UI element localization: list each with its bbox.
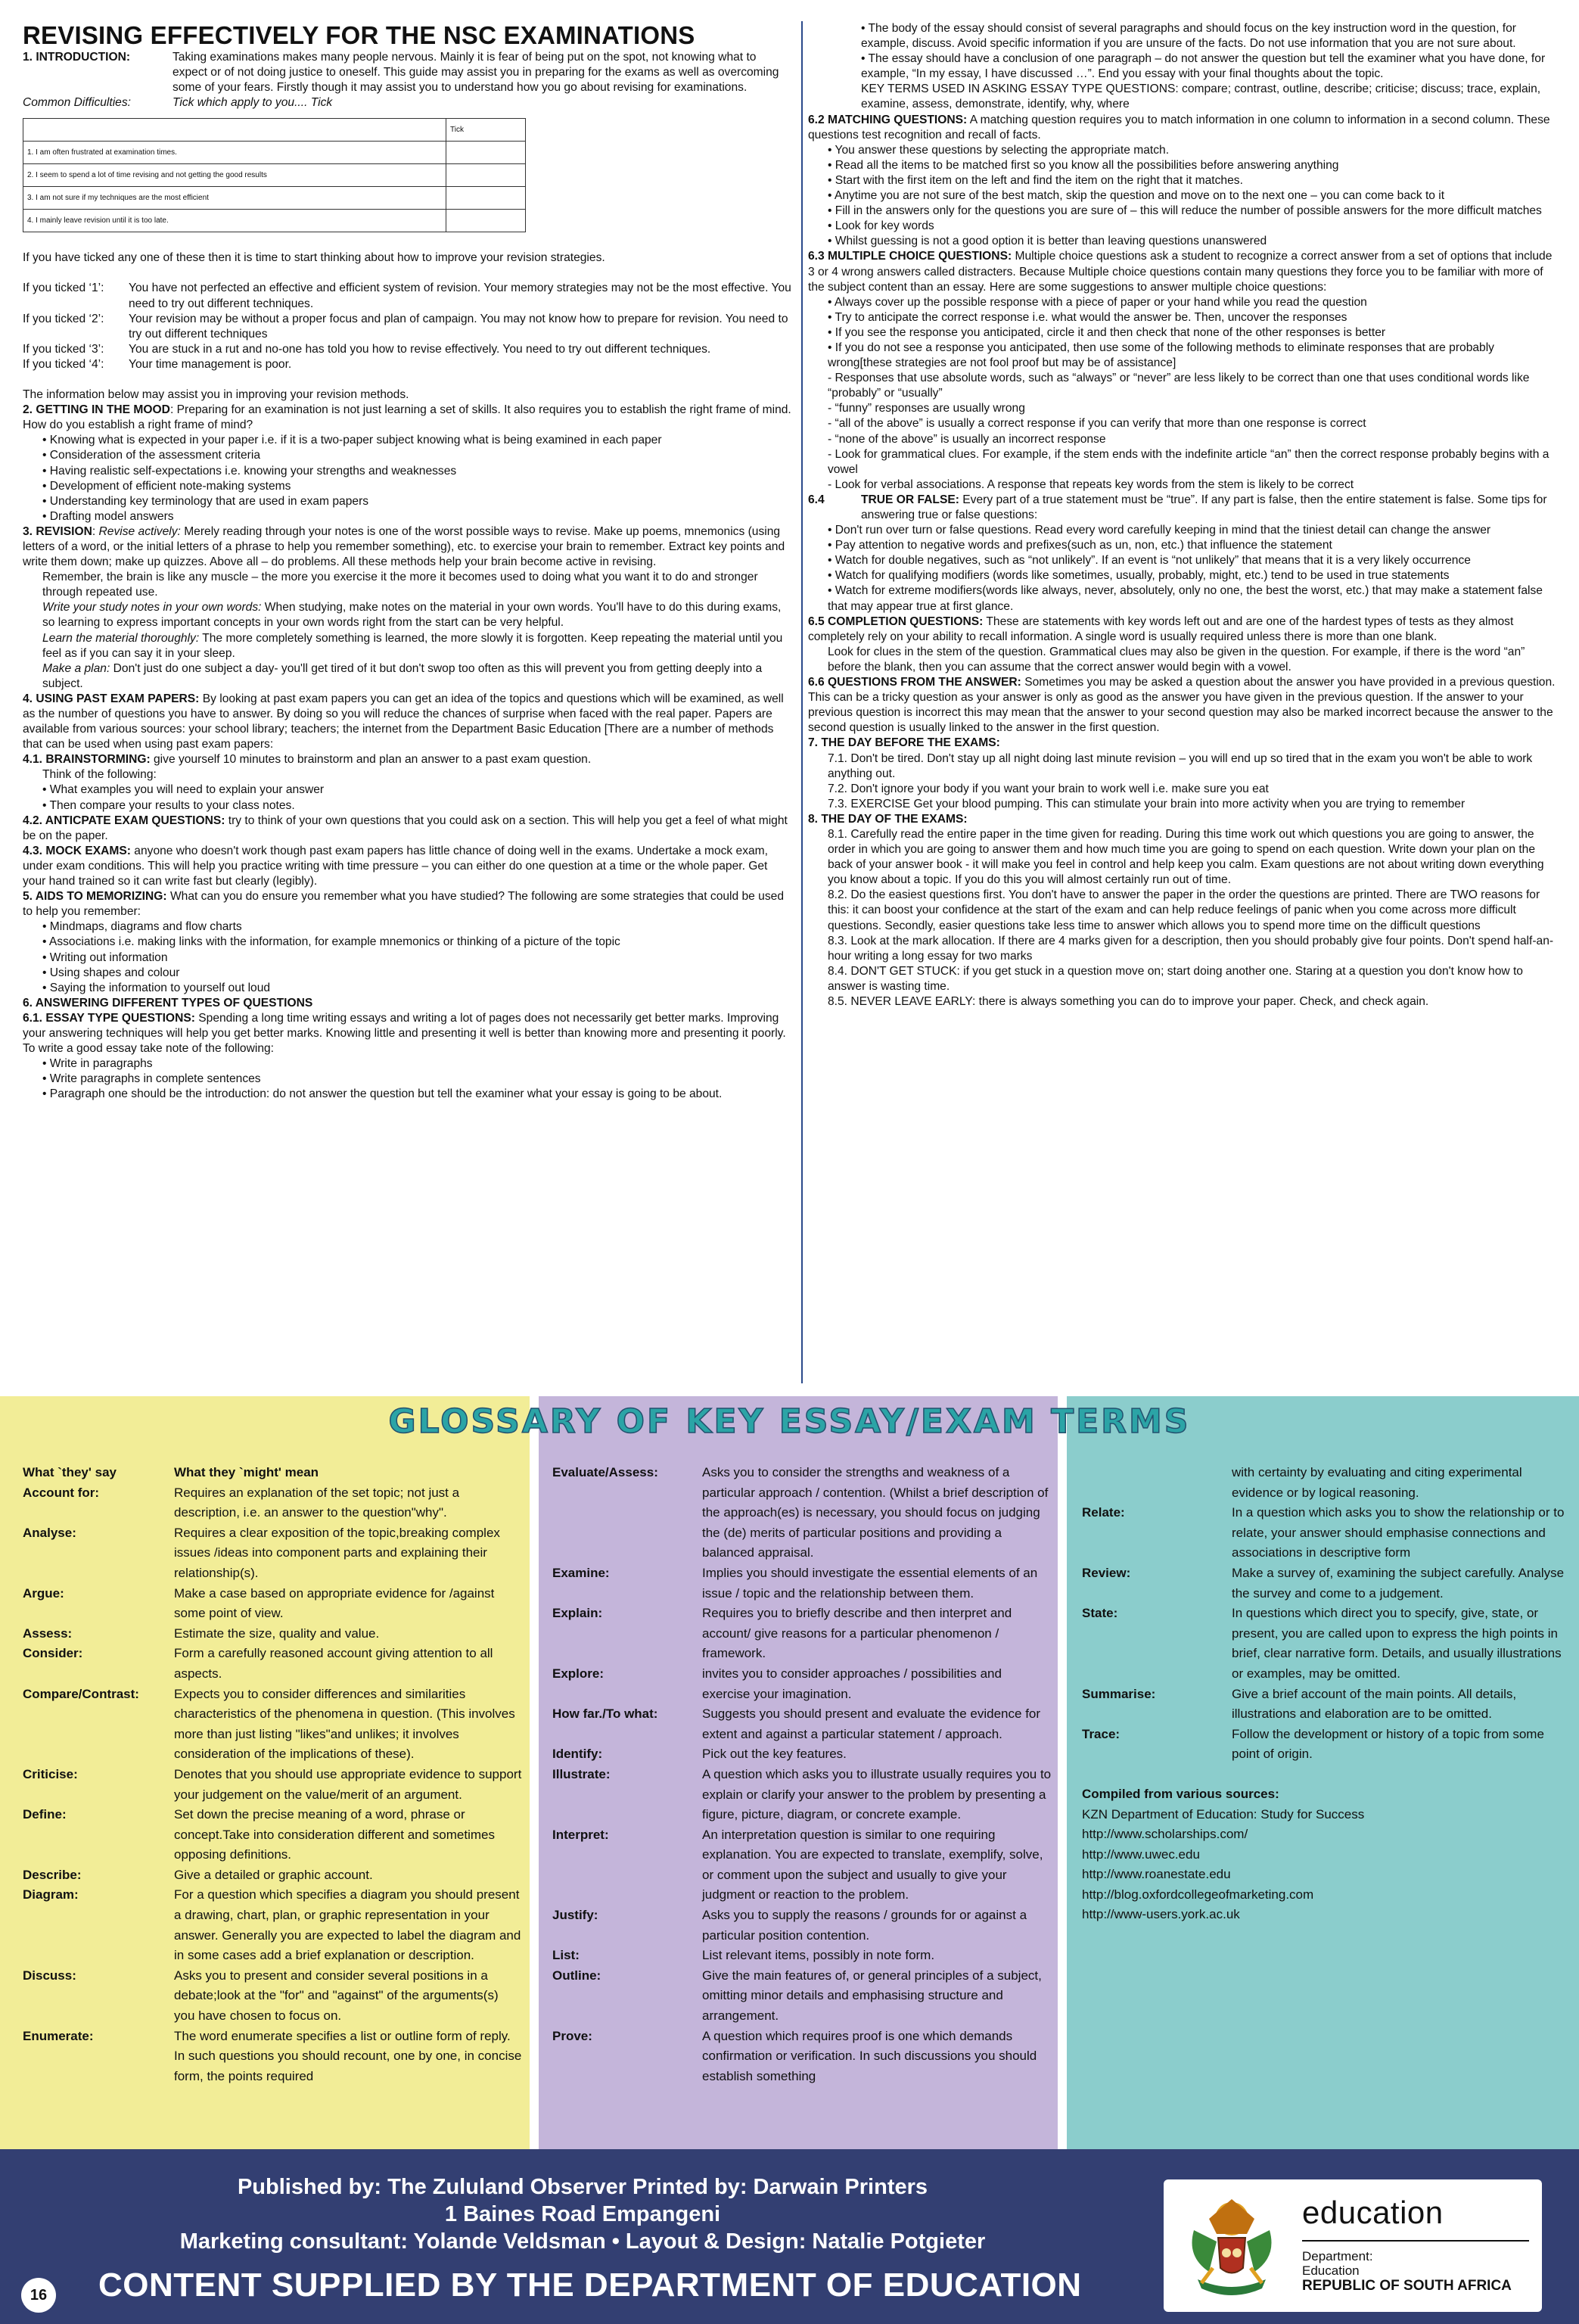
- list-item: • Read all the items to be matched first so you know all the possibilities before answering anything: [828, 158, 1339, 172]
- glossary-term: [552, 1664, 1052, 1704]
- common-difficulties-key: Common Difficulties:: [23, 96, 131, 110]
- section-heading: 2. GETTING IN THE MOOD: [23, 403, 170, 417]
- section-text: : Preparing for an examination is not just learning a set of skills. It also requires you to establish the right frame of mind. How do you establish a right frame of mind?: [23, 403, 791, 432]
- key-terms: KEY TERMS USED IN ASKING ESSAY TYPE QUESTIONS: compare; contrast, outline, describe; criticise; discuss; trace, explain, examine, assess, demonstrate, identify, why, where: [861, 82, 1541, 111]
- term-definition: In questions which direct you to specify, give, state, or present, you are called upon to express the high points in brief, clear narrative form. Details, and usually illustrations or examples, may be omitted.: [1232, 1606, 1562, 1681]
- ticked-key: If you ticked ‘3’:: [23, 342, 104, 356]
- term-name: Summarise:: [1082, 1686, 1156, 1701]
- section-day-of: [808, 812, 1560, 1010]
- section-number: 6.4: [808, 493, 825, 506]
- table-row: [23, 187, 526, 210]
- section-heading: 6.6 QUESTIONS FROM THE ANSWER:: [808, 676, 1021, 689]
- term-name: Examine:: [552, 1565, 610, 1580]
- list-item: 8.4. DON'T GET STUCK: if you get stuck in a question move on; start doing another one. Staring at a question you don't know how to answer is wasting time.: [828, 964, 1523, 993]
- term-definition: Denotes that you should use appropriate evidence to support your judgement on the value/merit of an argument.: [174, 1766, 522, 1802]
- list-item: • Whilst guessing is not a good option it is better than leaving questions unanswered: [828, 235, 1267, 248]
- list-item: • Consideration of the assessment criteria: [42, 449, 261, 462]
- glossary-term: [23, 1483, 522, 1523]
- sources-heading: Compiled from various sources:: [1082, 1786, 1279, 1801]
- section-questions-from-answer: [808, 675, 1560, 736]
- term-name: How far./To what:: [552, 1706, 658, 1722]
- address-line: 1 Baines Road Empangeni: [444, 2202, 721, 2226]
- term-name: Interpret:: [552, 1827, 609, 1842]
- list-item: - “all of the above” is usually a correct response if you can verify that more than one response is correct: [828, 417, 1366, 431]
- list-item: • Pay attention to negative words and prefixes(such as un, non, etc.) that influence the statement: [828, 539, 1332, 552]
- source-link[interactable]: http://www.uwec.edu: [1082, 1846, 1200, 1862]
- list-item: • Having realistic self-expectations i.e. knowing your strengths and weaknesses: [42, 464, 457, 478]
- glossary-term: [23, 1805, 522, 1865]
- term-name: Explore:: [552, 1666, 605, 1681]
- ticked-item: [23, 357, 793, 372]
- difficulty-item: 3. I am not sure if my techniques are the most efficient: [23, 187, 446, 210]
- table-cell: [23, 119, 446, 142]
- glossary-term: [552, 1704, 1052, 1744]
- list-item: • Drafting model answers: [42, 509, 174, 523]
- glossary-term: [23, 1644, 522, 1684]
- list-item: 7.3. EXERCISE Get your blood pumping. This can stimulate your brain into more activity when you are trying to remember: [828, 797, 1466, 810]
- glossary-section: [0, 1396, 1579, 2149]
- term-name: Account for:: [23, 1485, 100, 1500]
- section-heading: 6.2 MATCHING QUESTIONS:: [808, 113, 968, 126]
- section-text: anyone who doesn't work though past exam papers has little chance of doing well in the exams. Undertake a mock exam, under exam conditions. This will help you practice writing with time pressure – you can either do one question at a time or the whole paper. Get your hand trained so it can write fast but clearly (legibly).: [23, 844, 769, 888]
- credits-line: Marketing consultant: Yolande Veldsman • Layout & Design: Natalie Potgieter: [179, 2229, 986, 2254]
- term-definition: Give a brief account of the main points. All details, illustrations and elaboration are to be omitted.: [1232, 1686, 1517, 1722]
- section-matching: [808, 113, 1560, 250]
- section-true-false: [808, 493, 1560, 614]
- term-definition: Asks you to supply the reasons / grounds for or against a particular position contention.: [702, 1908, 1027, 1943]
- list-item: • Watch for extreme modifiers(words like always, never, absolutely, only no one, the best the worst, etc.) that may make a statement false that may appear true at first glance.: [828, 584, 1543, 613]
- glossary-column-3: [1067, 1396, 1579, 2149]
- term-name: Assess:: [23, 1626, 73, 1641]
- list-item: • Mindmaps, diagrams and flow charts: [42, 920, 242, 934]
- section-aids-memorizing: [23, 889, 793, 996]
- ticked-item: [23, 342, 793, 357]
- section-multiple-choice: [808, 249, 1560, 493]
- section-text: Merely reading through your notes is one of the worst possible ways to revise. Make up poems, mnemonics (using letters of a word, or the initial letters of a phrase to help you remember something), etc. to exercise your brain to remember. Extract key points and write them down; make up quizzes. Above all – do problems. All these methods help your brain become active in revising.: [23, 524, 785, 569]
- section-text: The more completely something is learned, the more slowly it is forgotten. Keep repeating the material until you feel as if you can say it in your sleep.: [42, 631, 783, 660]
- term-name: Define:: [23, 1807, 67, 1822]
- source-link[interactable]: http://blog.oxfordcollegeofmarketing.com: [1082, 1887, 1314, 1902]
- tick-box[interactable]: [446, 210, 526, 232]
- section-heading: 4.2. ANTICPATE EXAM QUESTIONS:: [23, 814, 225, 827]
- glossary-term: [552, 1463, 1052, 1563]
- publisher-line: Published by: The Zululand Observer Printed by: Darwain Printers: [237, 2175, 928, 2199]
- ticked-item: [23, 312, 793, 342]
- logo-divider: [1302, 2240, 1529, 2242]
- section-revision: 3. REVISION: Revise actively: Merely reading through your notes is one of the worst possible ways to revise. Make up poems, mnemonics (using letters of a word, or the initial letters of a phrase to help you remember something), etc. to exercise your brain to remember. Extract key points and write them down; make up quizzes. Above all – do problems. All these methods help your brain become active in revising. Remember, the brain is like any muscle – the more you exercise it the more it becomes used to doing what you want it to do and stronger through repeated use. Write your study notes in your own words: When studying, make notes on the material in your own words. You'll have to do this during exams, so learning to express important concepts in your own words right from the start can be very helpful. Learn the material thoroughly: The more completely something is learned, the more slowly it is forgotten. Keep repeating the material until you feel as if you can say it in your sleep. Make a plan: Don't just do one subject a day- you'll get tired of it but don't swop too often as this will prevent you from getting deeply into a subject.: [23, 524, 793, 692]
- glossary-term: [1082, 1604, 1570, 1684]
- content-credit: CONTENT SUPPLIED BY THE DEPARTMENT OF EDUCATION: [98, 2266, 1082, 2304]
- glossary-term: [23, 1885, 522, 1965]
- list-item: • Start with the first item on the left and find the item on the right that it matches.: [828, 173, 1243, 187]
- logo-title: education: [1302, 2195, 1444, 2230]
- list-item: • If you see the response you anticipated, circle it and then check that none of the other responses is better: [828, 325, 1386, 339]
- tick-header: Tick: [446, 119, 526, 142]
- section-heading: 4.1. BRAINSTORMING:: [23, 753, 151, 767]
- list-item: - Look for grammatical clues. For example, if the stem ends with the indefinite article “an” then the correct response probably begins with a vowel: [828, 447, 1549, 476]
- list-item: • You answer these questions by selecting the appropriate match.: [828, 143, 1170, 157]
- glossary-term: [552, 1765, 1052, 1825]
- term-name: Compare/Contrast:: [23, 1686, 139, 1701]
- section-essay-questions: [23, 1011, 793, 1103]
- list-item: 7.1. Don't be tired. Don't stay up all night doing last minute revision – you will end up so tired that in the exam you won't be able to work anything out.: [828, 751, 1533, 780]
- glossary-term: [552, 2027, 1052, 2087]
- list-item: 7.2. Don't ignore your body if you want your brain to work well i.e. make sure you eat: [828, 782, 1269, 795]
- section-heading: 7. THE DAY BEFORE THE EXAMS:: [808, 736, 1000, 750]
- list-item: • Try to anticipate the correct response i.e. what would the answer be. Then, uncover the responses: [828, 310, 1347, 324]
- info-below: The information below may assist you in improving your revision methods.: [23, 388, 409, 402]
- section-heading: 6.1. ESSAY TYPE QUESTIONS:: [23, 1011, 195, 1025]
- glossary-column-1: [0, 1396, 530, 2149]
- section-day-before: [808, 736, 1560, 811]
- list-item: 8.2. Do the easiest questions first. You don't have to answer the paper in the order the questions are printed. There are TWO reasons for this: it can boost your confidence at the start of the exam and can help reduce feelings of panic when you come across more difficult questions. Secondly, easier questions take less time to answer which allows you to spend more time on the difficult questions: [828, 888, 1540, 932]
- list-item: • Write paragraphs in complete sentences: [42, 1072, 261, 1086]
- list-item: • Don't run over turn or false questions. Read every word carefully keeping in mind that the tiniest detail can change the answer: [828, 524, 1491, 537]
- list-item: • Fill in the answers only for the questions you are sure of – this will reduce the number of possible answers for the more difficult matches: [828, 204, 1542, 218]
- glossary-term: [552, 1825, 1052, 1906]
- glossary-term: [23, 1523, 522, 1584]
- tick-box[interactable]: [446, 142, 526, 164]
- subheading: Revise actively:: [98, 524, 181, 538]
- term-definition: A question which asks you to illustrate usually requires you to explain or clarify your answer to the problem by presenting a figure, picture, diagram, or concrete example.: [702, 1766, 1052, 1822]
- ticked-key: If you ticked ‘4’:: [23, 357, 104, 371]
- term-name: Diagram:: [23, 1887, 79, 1902]
- term-name: Identify:: [552, 1747, 603, 1762]
- table-row: [23, 119, 526, 142]
- term-definition: Asks you to present and consider several positions in a debate;look at the "for" and "against" of the arguments(s) you have chosen to focus on.: [174, 1968, 499, 2024]
- section-text: try to think of your own questions that you could ask on a section. This will help you get a feel of what might be on the paper.: [23, 814, 788, 842]
- term-definition: Set down the precise meaning of a word, phrase or concept.Take into consideration different and sometimes opposing definitions.: [174, 1807, 495, 1862]
- list-item: - “none of the above” is usually an incorrect response: [828, 432, 1106, 446]
- term-definition: invites you to consider approaches / possibilities and exercise your imagination.: [702, 1666, 1002, 1701]
- section-text: give yourself 10 minutes to brainstorm and plan an answer to a past exam question.: [150, 753, 592, 767]
- list-item: • Anytime you are not sure of the best match, skip the question and move on to the next one – you can come back to it: [828, 189, 1445, 203]
- term-name: Review:: [1082, 1565, 1131, 1580]
- term-definition: Requires a clear exposition of the topic,breaking complex issues /ideas into component parts and explaining their relationship(s).: [174, 1525, 500, 1580]
- section-text: Every part of a true statement must be “true”. If any part is false, then the entire statement is false. Some tips for answering true or false questions:: [861, 493, 1547, 521]
- section-text: By looking at past exam papers you can get an idea of the topics and questions which will be examined, as well as the number of questions you have to answer. By doing so you will reduce the chances of surprise when faced with the real paper. Papers are available from various sources: your school library; teachers; the internet from the Department Basic Education [There are a number of methods that can be used when using past exam papers:: [23, 692, 784, 751]
- table-row: [23, 142, 526, 164]
- source-item: KZN Department of Education: Study for Success: [1082, 1806, 1365, 1822]
- list-item: • Look for key words: [828, 219, 934, 233]
- term-name: Describe:: [23, 1867, 82, 1882]
- glossary-term: [552, 1604, 1052, 1664]
- term-name: Analyse:: [23, 1525, 76, 1540]
- term-definition: List relevant items, possibly in note form.: [702, 1948, 935, 1963]
- section-heading: 3. REVISION: [23, 524, 92, 538]
- subheading: Write your study notes in your own words:: [42, 601, 262, 614]
- section-heading: 6. ANSWERING DIFFERENT TYPES OF QUESTIONS: [23, 996, 313, 1010]
- source-link[interactable]: http://www.scholarships.com/: [1082, 1827, 1248, 1842]
- term-definition: Form a carefully reasoned account giving attention to all aspects.: [174, 1646, 493, 1681]
- glossary-title: GLOSSARY OF KEY ESSAY/EXAM TERMS: [388, 1402, 1191, 1441]
- ticked-intro: If you have ticked any one of these then it is time to start thinking about how to improve your revision strategies.: [23, 251, 605, 265]
- logo-dept-label: Department:: [1302, 2249, 1373, 2263]
- term-definition: The word enumerate specifies a list or outline form of reply. In such questions you should recount, one by one, in concise form, the points required: [174, 2028, 522, 2083]
- term-definition: Make a case based on appropriate evidence for /against some point of view.: [174, 1585, 495, 1621]
- list-item: • Understanding key terminology that are used in exam papers: [42, 494, 369, 508]
- glossary-term: [23, 1765, 522, 1805]
- section-heading: 8. THE DAY OF THE EXAMS:: [808, 812, 968, 826]
- ticked-text: You have not perfected an effective and efficient system of revision. Your memory strategies may not be the most effective. You need to try out different techniques.: [129, 282, 791, 310]
- source-link[interactable]: http://www-users.york.ac.uk: [1082, 1907, 1240, 1922]
- list-item: • Saying the information to yourself out loud: [42, 981, 271, 994]
- difficulty-item: 4. I mainly leave revision until it is too late.: [23, 210, 446, 232]
- term-definition: Give the main features of, or general principles of a subject, omitting minor details and emphasising structure and arrangement.: [702, 1968, 1042, 2024]
- section-getting-in-mood: [23, 403, 793, 524]
- term-definition: Make a survey of, examining the subject carefully. Analyse the survey and come to a judgement.: [1232, 1565, 1565, 1601]
- logo-department: [1302, 2249, 1373, 2278]
- list-item: • The essay should have a conclusion of one paragraph – do not answer the question but tell the examiner what you have done, for example, “In my essay, I have discussed …”. End you essay with your final thoughts about the topic.: [861, 52, 1546, 81]
- term-name: Justify:: [552, 1908, 598, 1923]
- glossary-term: [552, 1906, 1052, 1946]
- section-past-papers: [23, 692, 793, 752]
- term-name: Argue:: [23, 1585, 64, 1601]
- term-name: Enumerate:: [23, 2028, 94, 2043]
- glossary-header: [23, 1463, 522, 1483]
- list-item: 8.1. Carefully read the entire paper in the time given for reading. During this time work out which questions you are going to answer, the order in which you are going to answer them and how much time you are going to spend on each question. Write down your plan on the back of your answer book - it will make you feel in control and help keep you calm. Exam questions are not about writing down everything you know about a topic. If you do this you will almost certainly run out of time.: [828, 827, 1544, 887]
- glossary-term: [23, 1685, 522, 1765]
- term-name: Relate:: [1082, 1505, 1125, 1520]
- tick-box[interactable]: [446, 187, 526, 210]
- term-name: List:: [552, 1948, 580, 1963]
- term-definition: Requires an explanation of the set topic; not just a description, i.e. an answer to the question"why".: [174, 1485, 460, 1520]
- list-item: • Write in paragraphs: [42, 1057, 153, 1071]
- term-name: Outline:: [552, 1968, 601, 1983]
- term-name: Discuss:: [23, 1968, 76, 1983]
- list-item: - Responses that use absolute words, such as “always” or “never” are less likely to be correct than one that uses conditional words like “probably” or “usually”: [828, 372, 1530, 400]
- glossary-term: [1082, 1563, 1570, 1604]
- common-difficulties-text: Tick which apply to you.... Tick: [173, 96, 333, 110]
- term-definition: An interpretation question is similar to one requiring explanation. You are expected to translate, exemplify, solve, or comment upon the subject and usually to give your judgment or reaction to the problem.: [702, 1827, 1043, 1902]
- term-name: Explain:: [552, 1606, 603, 1621]
- right-column: [808, 21, 1560, 1010]
- glossary-term: [1082, 1725, 1570, 1765]
- left-column: [23, 21, 793, 1102]
- list-item: • Paragraph one should be the introduction: do not answer the question but tell the examiner what your essay is going to be about.: [42, 1087, 723, 1101]
- term-definition: Expects you to consider differences and similarities characteristics of the phenomena in question. (This involves more than just listing "likes"and unlikes; it involves consideration of the implications of these).: [174, 1686, 515, 1762]
- term-definition: Requires you to briefly describe and then interpret and account/ give reasons for a particular phenomenon / framework.: [702, 1606, 1012, 1661]
- coat-of-arms-icon: [1179, 2189, 1285, 2302]
- glossary-term: [552, 1966, 1052, 2027]
- term-definition: Pick out the key features.: [702, 1747, 847, 1762]
- term-definition: Estimate the size, quality and value.: [174, 1626, 380, 1641]
- ticked-item: [23, 281, 793, 311]
- list-item: - Look for verbal associations. A response that repeats key words from the stem is likely to be correct: [828, 478, 1354, 491]
- subheading: Make a plan:: [42, 661, 110, 675]
- term-name: Trace:: [1082, 1726, 1121, 1741]
- term-name: Consider:: [23, 1646, 83, 1661]
- difficulty-item: 1. I am often frustrated at examination times.: [23, 142, 446, 164]
- ticked-text: You are stuck in a rut and no-one has told you how to revise effectively. You need to try out different techniques.: [129, 342, 711, 356]
- glossary-term: [552, 1563, 1052, 1604]
- term-name: Prove:: [552, 2028, 592, 2043]
- list-item: • Watch for double negatives, such as “not unlikely”. If an event is “not unlikely” that means that it is a very likely occurrence: [828, 554, 1471, 568]
- subheading: Learn the material thoroughly:: [42, 631, 200, 645]
- glossary-term: [23, 1865, 522, 1886]
- common-difficulties: [23, 95, 793, 110]
- term-definition: Suggests you should present and evaluate the evidence for extent and against a particular statement / approach.: [702, 1706, 1041, 1741]
- glossary-term: [1082, 1503, 1570, 1563]
- introduction: [23, 50, 793, 95]
- section-text: When studying, make notes on the material in your own words. You'll have to do this during exams, so learning to express important concepts in your own words right from the start can be very helpful.: [42, 601, 782, 630]
- section-text: A matching question requires you to match information in one column to information in a second column. These questions test recognition and recall of facts.: [808, 113, 1550, 142]
- source-link[interactable]: http://www.roanestate.edu: [1082, 1867, 1231, 1882]
- section-text: These are statements with key words left out and are one of the hardest types of tests as they almost completely rely on your ability to recall information. A single word is usually required unless there is more than one blank.: [808, 614, 1514, 643]
- ticked-key: If you ticked ‘1’:: [23, 282, 104, 295]
- section-text: Sometimes you may be asked a question about the answer you have provided in a previous question. This can be a tricky question as your answer is only as good as the answer you have given in the previous question. If the answer to your previous question is incorrect this may mean that the answer to your second question may also be marked incorrect because the answer to the second question is usually linked to the answer in the first question.: [808, 676, 1556, 735]
- ticked-key: If you ticked ‘2’:: [23, 312, 104, 325]
- table-row: [23, 210, 526, 232]
- section-mock-exams: [23, 844, 793, 889]
- list-item: Think of the following:: [42, 768, 157, 782]
- section-heading: TRUE OR FALSE:: [861, 493, 959, 506]
- header-say: What `they' say: [23, 1465, 117, 1479]
- list-item: • Then compare your results to your class notes.: [42, 798, 295, 812]
- list-item: • What examples you will need to explain your answer: [42, 783, 325, 797]
- list-item: • Development of efficient note-making systems: [42, 479, 291, 493]
- term-definition: Implies you should investigate the essential elements of an issue / topic and the relationship between them.: [702, 1565, 1038, 1601]
- glossary-term: [23, 2027, 522, 2087]
- section-heading: 4. USING PAST EXAM PAPERS:: [23, 692, 200, 705]
- department-logo: [1164, 2179, 1542, 2312]
- section-text: What can you do ensure you remember what you have studied? The following are some strategies that could be used to help you remember:: [23, 890, 784, 919]
- section-heading: 5. AIDS TO MEMORIZING:: [23, 890, 167, 904]
- section-completion: [808, 614, 1560, 675]
- list-item: • If you do not see a response you anticipated, then use some of the following methods to eliminate responses that are probably wrong[these strategies are not fool proof but may be of assistance]: [828, 341, 1494, 370]
- tick-table: [23, 118, 526, 232]
- section-heading: 6.3 MULTIPLE CHOICE QUESTIONS:: [808, 250, 1012, 263]
- term-definition: In a question which asks you to show the relationship or to relate, your answer should emphasise connections and associations in descriptive form: [1232, 1505, 1565, 1560]
- section-heading: 6.5 COMPLETION QUESTIONS:: [808, 614, 984, 628]
- list-item: • Knowing what is expected in your paper i.e. if it is a two-paper subject knowing what is being examined in each paper: [42, 434, 662, 447]
- tick-box[interactable]: [446, 164, 526, 187]
- glossary-term: [23, 1966, 522, 2027]
- intro-key: 1. INTRODUCTION:: [23, 51, 131, 64]
- ticked-text: Your revision may be without a proper focus and plan of campaign. You may not know how to prepare for revision. You need to try out different techniques: [129, 312, 788, 341]
- list-item: 8.5. NEVER LEAVE EARLY: there is always something you can do to improve your paper. Check, and check again.: [828, 995, 1429, 1008]
- section-heading: 4.3. MOCK EXAMS:: [23, 844, 131, 857]
- list-item: 8.3. Look at the mark allocation. If there are 4 marks given for a description, then you should probably give four points. Don't spend half-an-hour writing a long essay for two marks: [828, 934, 1554, 963]
- table-row: [23, 164, 526, 187]
- section-text: Multiple choice questions ask a student to recognize a correct answer from a set of options that include 3 or 4 wrong answers called distracters. Because Multiple choice questions contain many questions they force you to be familiar with more of the subject content than an essay. Here are some suggestions to answer multiple choice questions:: [808, 250, 1553, 294]
- section-anticipate: [23, 814, 793, 844]
- list-item: • Writing out information: [42, 950, 168, 964]
- difficulty-item: 2. I seem to spend a lot of time revising and not getting the good results: [23, 164, 446, 187]
- intro-text: Taking examinations makes many people nervous. Mainly it is fear of being put on the spot, not knowing what to expect or of not doing justice to oneself. This guide may assist you in preparing for the exams as well as overcoming some of your fears. Firstly though it may assist you to understand how you go about revising for examinations.: [173, 51, 779, 95]
- glossary-term: [23, 1624, 522, 1644]
- section-text: Don't just do one subject a day- you'll get tired of it but don't swop too often as this will prevent you from getting deeply into a subject.: [42, 661, 763, 690]
- ticked-text: Your time management is poor.: [129, 357, 292, 371]
- column-divider: [801, 21, 803, 1383]
- list-item: • Associations i.e. making links with the information, for example mnemonics or thinking of a picture of the topic: [42, 935, 620, 949]
- term-name: Evaluate/Assess:: [552, 1465, 658, 1479]
- list-item: • Using shapes and colour: [42, 966, 180, 979]
- term-name: Criticise:: [23, 1766, 78, 1781]
- glossary-term: [23, 1584, 522, 1624]
- logo-edu-label: Education: [1302, 2263, 1360, 2278]
- glossary-term: [1082, 1685, 1570, 1725]
- footer: [0, 2149, 1579, 2324]
- term-name: State:: [1082, 1606, 1118, 1621]
- list-item: • The body of the essay should consist of several paragraphs and should focus on the key instruction word in the question, for example, discuss. Avoid specific information if you are unsure of the facts. Do not use information that you are not sure about.: [861, 22, 1516, 51]
- logo-country: REPUBLIC OF SOUTH AFRICA: [1302, 2278, 1512, 2294]
- term-definition: For a question which specifies a diagram you should present a drawing, chart, plan, or graphic representation in your answer. Generally you are expected to label the diagram and in some cases add a brief explanation or description.: [174, 1887, 521, 1963]
- glossary-column-2: [539, 1396, 1058, 2149]
- glossary-term: [552, 1946, 1052, 1966]
- page-number: 16: [21, 2278, 56, 2313]
- header-mean: What they `might' mean: [174, 1465, 319, 1479]
- term-name: Illustrate:: [552, 1766, 611, 1781]
- section-text: Remember, the brain is like any muscle – the more you exercise it the more it becomes used to doing what you want it to do and stronger through repeated use.: [42, 571, 758, 599]
- list-item: • Watch for qualifying modifiers (words like sometimes, usually, probably, might, etc.) tend to be used in true statements: [828, 569, 1450, 583]
- section-text: Look for clues in the stem of the question. Grammatical clues may also be given in the question. For example, if there is the word “an” before the blank, then you can assume that the correct answer would begin with a vowel.: [828, 645, 1525, 674]
- section-brainstorming: [23, 752, 793, 813]
- term-definition: Follow the development or history of a topic from some point of origin.: [1232, 1726, 1544, 1762]
- term-definition: Asks you to consider the strengths and weakness of a particular approach / contention. (Whilst a brief description of the approach(es) is necessary, you should focus on judging the (de) merits of particular positions and providing a balanced appraisal.: [702, 1465, 1049, 1560]
- section-text: Spending a long time writing essays and writing a lot of pages does not necessarily get better marks. Improving your answering techniques will help you get better marks. Knowing little and presenting it well is better than knowing more and presenting it poorly. To write a good essay take note of the following:: [23, 1011, 786, 1056]
- page-title: REVISING EFFECTIVELY FOR THE NSC EXAMINATIONS: [23, 21, 695, 49]
- list-item: • Always cover up the possible response with a piece of paper or your hand while you read the question: [828, 295, 1367, 309]
- term-definition: Give a detailed or graphic account.: [174, 1867, 373, 1882]
- glossary-term: [552, 1744, 1052, 1765]
- list-item: - “funny” responses are usually wrong: [828, 402, 1025, 415]
- glossary-continued: with certainty by evaluating and citing experimental evidence or by logical reasoning.: [1232, 1465, 1522, 1500]
- term-definition: A question which requires proof is one which demands confirmation or verification. In such discussions you should establish something: [702, 2028, 1037, 2083]
